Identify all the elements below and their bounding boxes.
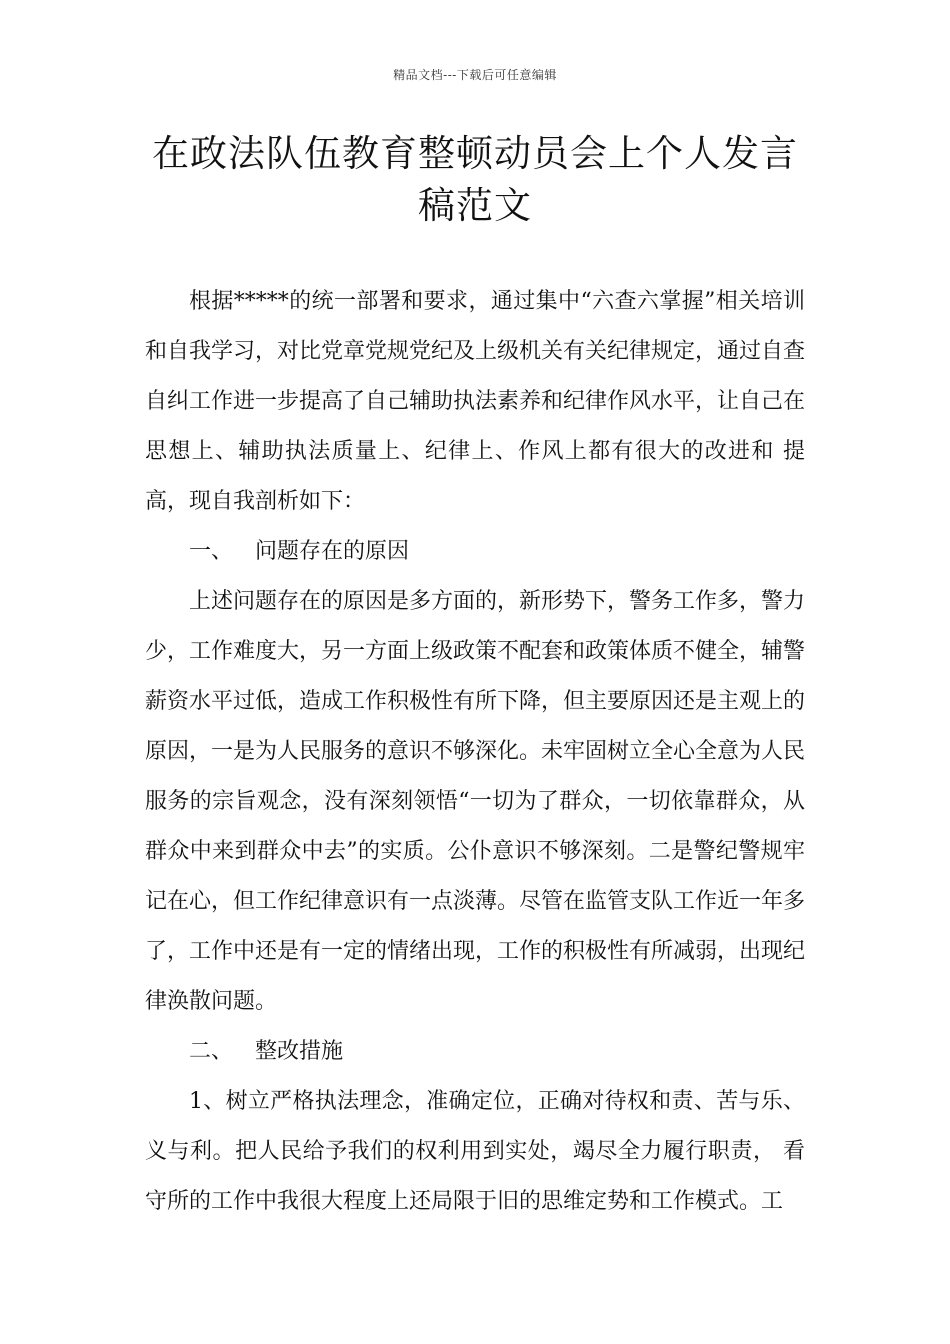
- section-heading-2: [145, 1027, 805, 1077]
- document-title: [100, 128, 850, 232]
- intro-paragraph: 根据*****的统一部署和要求，通过集中“六查六掌握”相关培训和自我学习，对比党章党规党纪及上级机关有关纪律规定，通过自查自纠工作进一步提高了自己辅助执法素养和纪律作风水平，让自己在思想上、辅助执法质量上、纪律上、作风上都有很大的改进和 提高，现自我剖析如下：: [145, 289, 806, 514]
- section-heading-1-text: 问题存在的原因: [255, 539, 410, 564]
- section-heading-2-text: 整改措施: [255, 1039, 344, 1064]
- cause-paragraph: 上述问题存在的原因是多方面的，新形势下，警务工作多，警力少，工作难度大，另一方面上级政策不配套和政策体质不健全，辅警薪资水平过低，造成工作积极性有所下降，但主要原因还是主观上的原因，一是为人民服务的意识不够深化。未牢固树立全心全意为人民服务的宗旨观念，没有深刻领悟“一切为了群众，一切依靠群众，从群众中来到群众中去”的实质。公仆意识不够深刻。二是警纪警规牢记在心，但工作纪律意识有一点淡薄。尽管在监管支队工作近一年多了，工作中还是有一定的情绪出现，工作的积极性有所减弱，出现纪律涣散问题。: [145, 589, 806, 1014]
- title-line-1: 在政法队伍教育整顿动员会上个人发言: [152, 132, 798, 175]
- title-line-2: 稿范文: [418, 184, 532, 227]
- header-note: 精品文档---下载后可任意编辑: [393, 68, 557, 82]
- document-body: [145, 277, 805, 1227]
- measure-paragraph-1: 1、树立严格执法理念，准确定位，正确对待权和责、苦与乐、义与利。把人民给予我们的权利用到实处，竭尽全力履行职责， 看守所的工作中我很大程度上还局限于旧的思维定势和工作模式。工: [145, 1089, 805, 1214]
- section-heading-2-number: 二、: [189, 1039, 234, 1064]
- section-heading-1: [145, 527, 805, 577]
- section-heading-1-number: 一、: [189, 539, 234, 564]
